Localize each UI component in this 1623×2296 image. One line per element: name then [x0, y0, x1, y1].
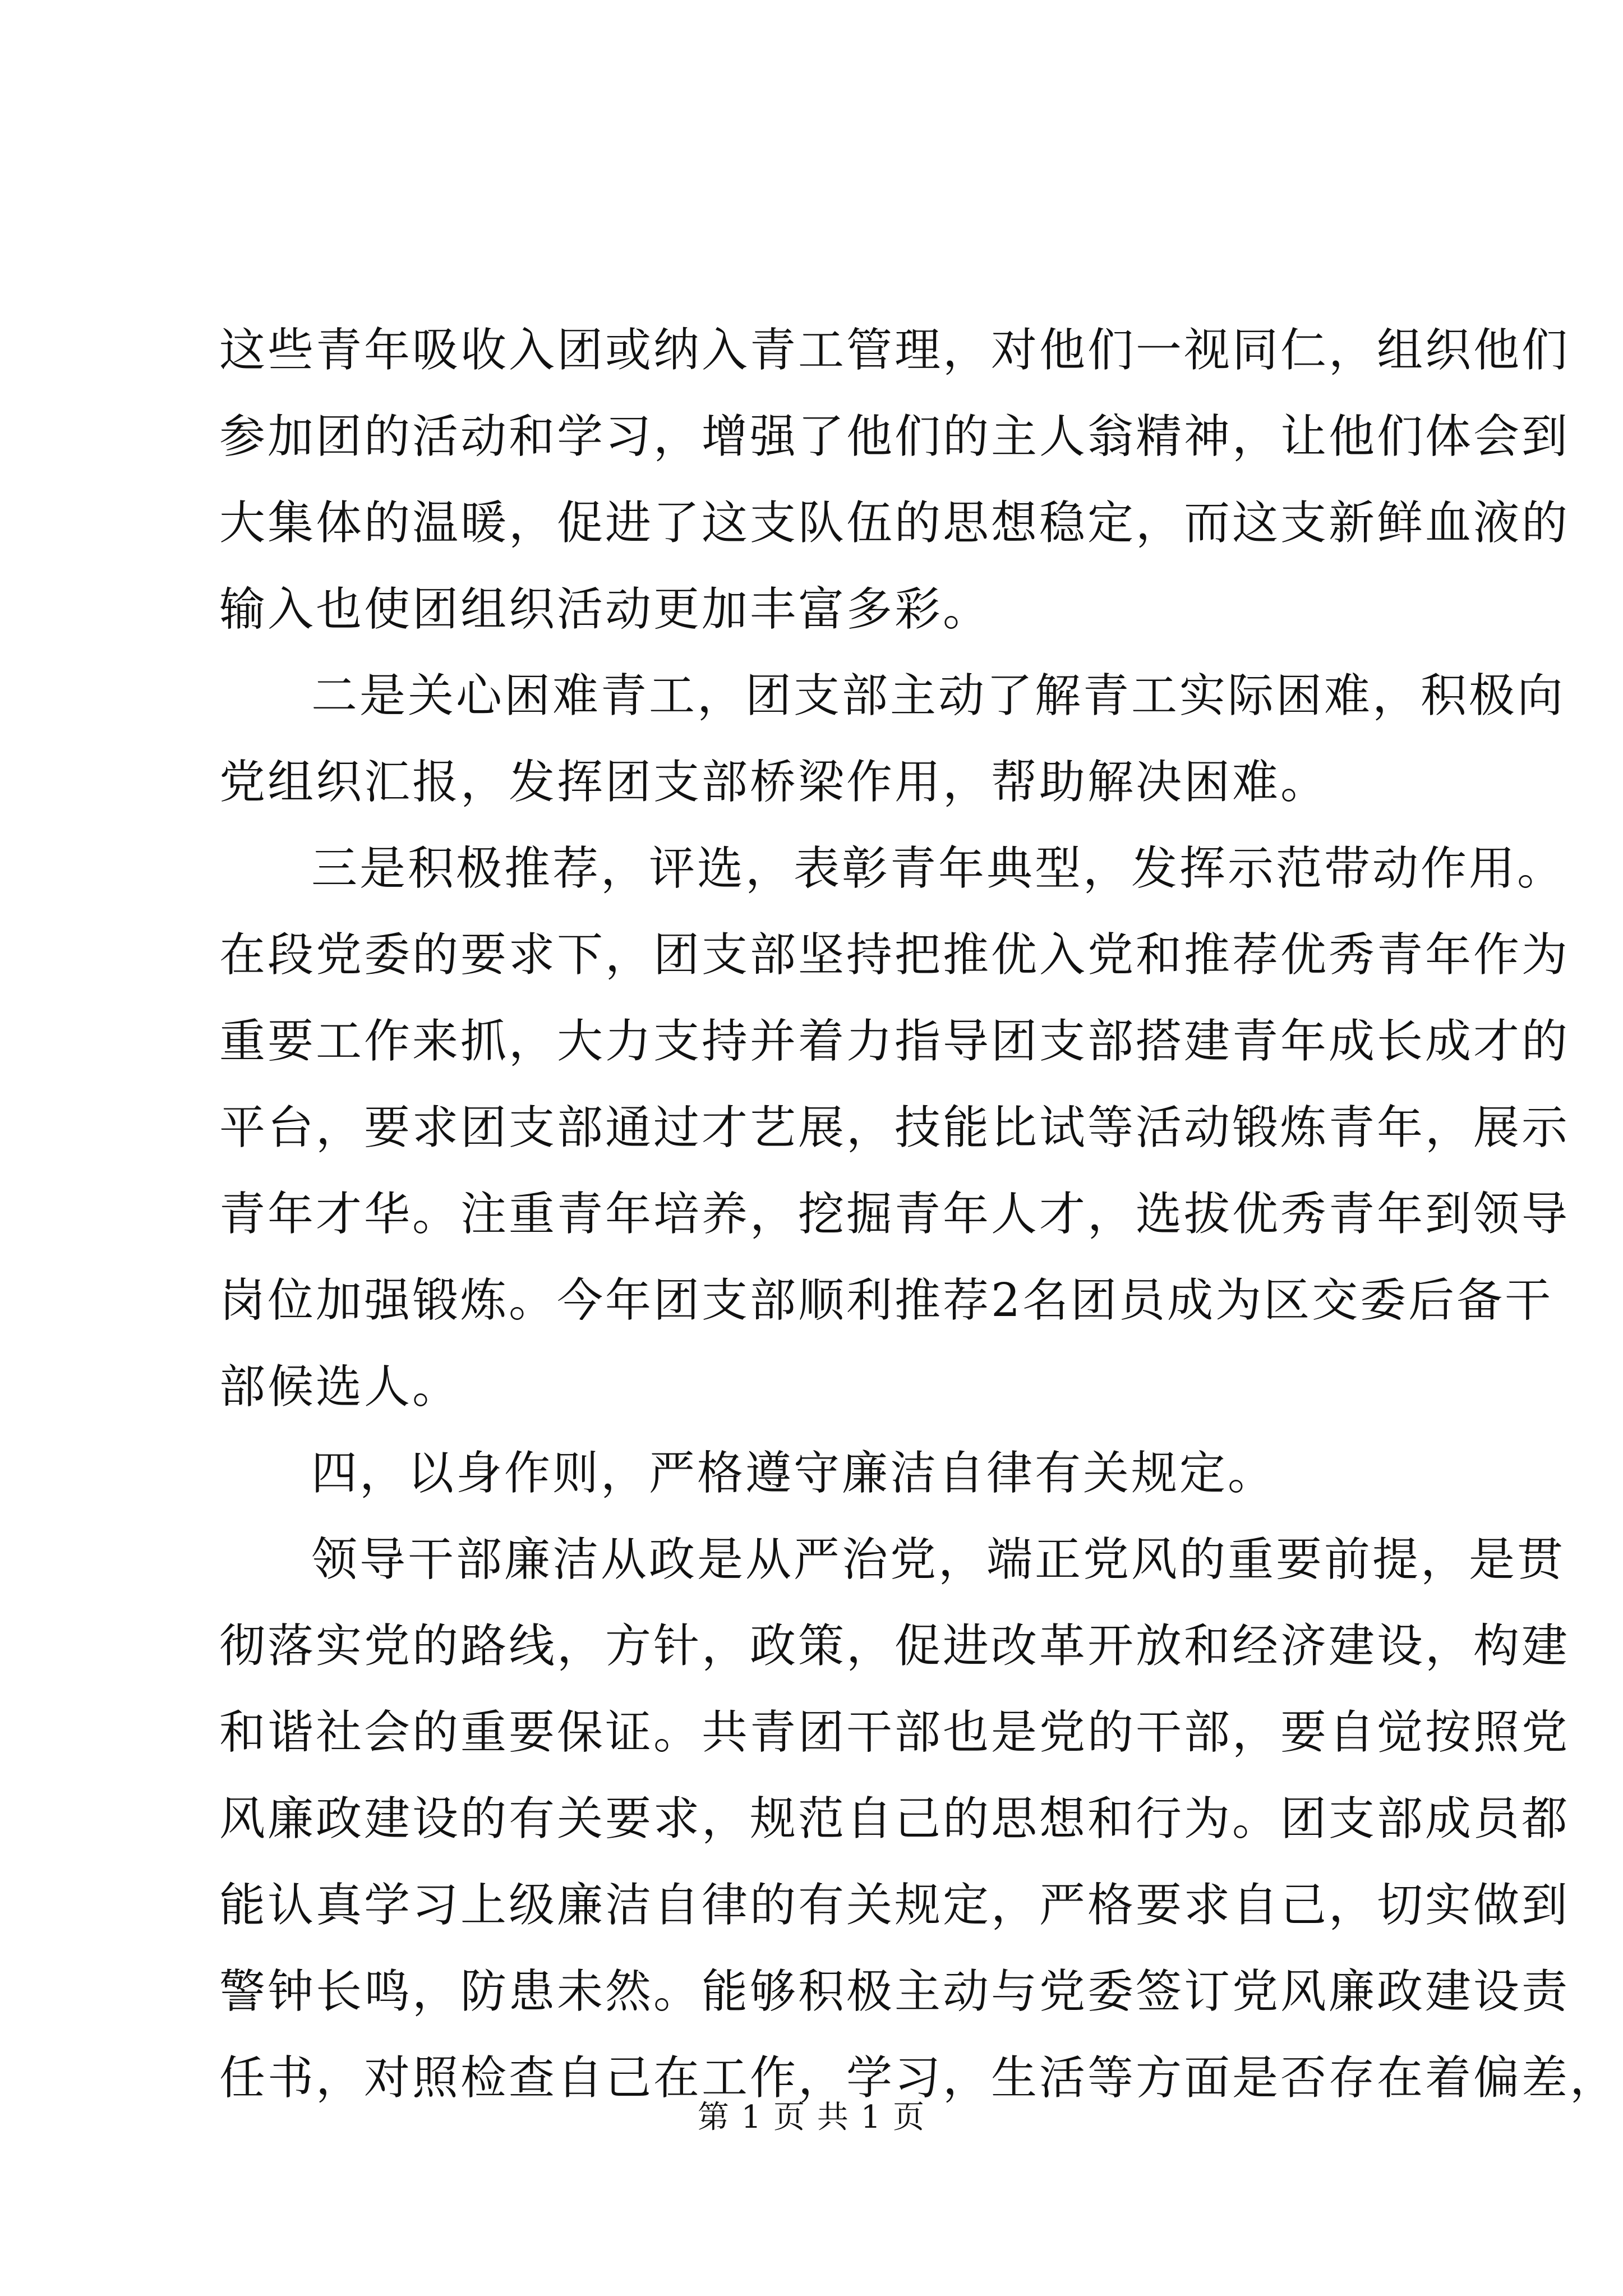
text-line: 党组织汇报，发挥团支部桥梁作用，帮助解决困难。 [219, 756, 1329, 809]
text-line: 风廉政建设的有关要求，规范自己的思想和行为。团支部成员都 [219, 1792, 1570, 1846]
text-line: 领导干部廉洁从政是从严治党，端正党风的重要前提，是贯 [311, 1533, 1566, 1586]
text-line: 和谐社会的重要保证。共青团干部也是党的干部，要自觉按照党 [219, 1706, 1570, 1759]
text-line: 警钟长鸣，防患未然。能够积极主动与党委签订党风廉政建设责 [219, 1965, 1570, 2018]
text-line: 部候选人。 [219, 1360, 461, 1414]
text-line: 岗位加强锻炼。今年团支部顺利推荐2名团员成为区交委后备干 [219, 1274, 1553, 1327]
text-line: 三是积极推荐，评选，表彰青年典型，发挥示范带动作用。 [311, 842, 1566, 895]
text-line: 二是关心困难青工，团支部主动了解青工实际困难，积极向 [311, 669, 1566, 723]
text-line: 这些青年吸收入团或纳入青工管理，对他们一视同仁，组织他们 [219, 324, 1570, 377]
text-line: 大集体的温暖，促进了这支队伍的思想稳定，而这支新鲜血液的 [219, 496, 1570, 550]
page-number-footer: 第 1 页 共 1 页 [697, 2099, 926, 2136]
text-line: 任书，对照检查自己在工作，学习，生活等方面是否存在着偏差， [219, 2051, 1619, 2105]
text-line: 平台，要求团支部通过才艺展，技能比试等活动锻炼青年，展示 [219, 1101, 1570, 1154]
text-line: 参加团的活动和学习，增强了他们的主人翁精神，让他们体会到 [219, 410, 1570, 463]
text-line: 重要工作来抓，大力支持并着力指导团支部搭建青年成长成才的 [219, 1015, 1570, 1068]
text-line: 能认真学习上级廉洁自律的有关规定，严格要求自己，切实做到 [219, 1879, 1570, 1932]
text-line: 在段党委的要求下，团支部坚持把推优入党和推荐优秀青年作为 [219, 928, 1570, 982]
text-line: 青年才华。注重青年培养，挖掘青年人才，选拔优秀青年到领导 [219, 1188, 1570, 1241]
text-line: 彻落实党的路线，方针，政策，促进改革开放和经济建设，构建 [219, 1619, 1570, 1673]
text-line: 输入也使团组织活动更加丰富多彩。 [219, 583, 992, 636]
text-line: 四，以身作则，严格遵守廉洁自律有关规定。 [311, 1447, 1276, 1500]
